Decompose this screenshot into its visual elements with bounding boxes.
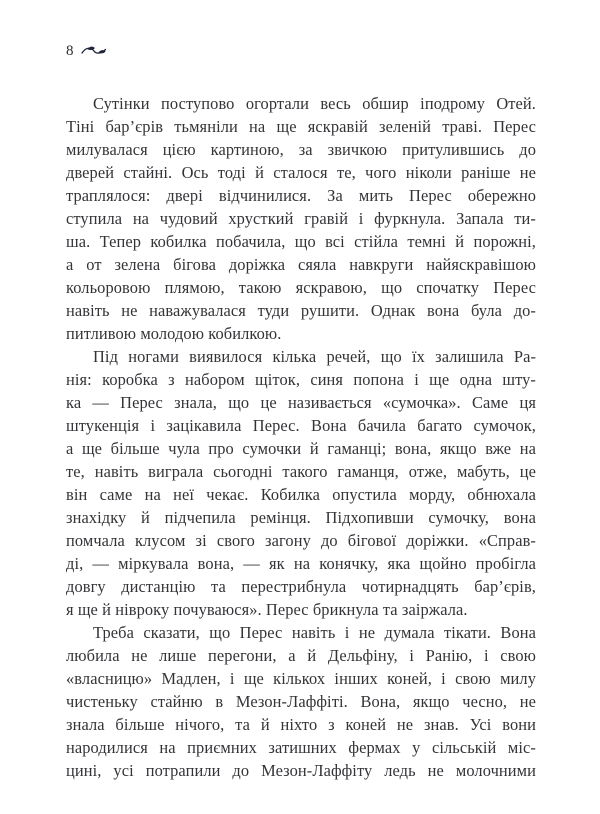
text-line: «власницю» Мадлен, і ще кількох інших коней, і свою милу	[66, 669, 536, 688]
text-line: навіть не наважувалася туди рушити. Однак вона була до-	[66, 301, 536, 320]
fleuron-icon	[81, 45, 107, 57]
text-line: траплялося: двері відчинилися. За мить Перес обережно	[66, 186, 536, 205]
text-line: те, навіть виграла сьогодні такого гаманця, отже, мабуть, це	[66, 462, 536, 481]
text-line: я ще й нівроку почуваюся». Перес брикнула та заіржала.	[66, 600, 468, 619]
text-line: ка — Перес знала, що це називається «сумочка». Саме ця	[66, 393, 536, 412]
text-line: знала більше нічого, та й ніхто з коней не знав. Усі вони	[66, 715, 536, 734]
text-line: милувалася цією картиною, за звичкою притулившись до	[66, 140, 536, 159]
paragraph	[66, 345, 536, 621]
text-line: цині, усі потрапили до Мезон-Лаффіту ледь не молочними	[66, 761, 536, 780]
text-line: чистеньку стайню в Мезон-Лаффіті. Вона, якщо чесно, не	[66, 692, 536, 711]
text-line: знахідку й підчепила ремінця. Підхопивши сумочку, вона	[66, 508, 536, 527]
text-line: а ще більше чула про сумочки й гаманці; вона, якщо вже на	[66, 439, 536, 458]
text-line: а от зелена бігова доріжка сяяла навкруги найяскравішою	[66, 255, 536, 274]
text-line: він саме на неї чекає. Кобилка опустила морду, обнюхала	[66, 485, 536, 504]
text-line: любила не лише перегони, а й Дельфіну, і Ранію, і свою	[66, 646, 536, 665]
text-line: штукенція і зацікавила Перес. Вона бачила багато сумочок,	[66, 416, 536, 435]
text-line: Сутінки поступово огортали весь обшир іподрому Отей.	[93, 94, 536, 113]
text-line: народилися на приємних затишних фермах у сільській міс-	[66, 738, 536, 757]
text-line: ступила на чудовий хрусткий гравій і фуркнула. Запала ти-	[66, 209, 536, 228]
text-line: дверей стайні. Ось тоді й сталося те, чого ніколи раніше не	[66, 163, 536, 182]
page-header	[66, 42, 536, 60]
text-block	[66, 92, 536, 782]
text-line: помчала клусом зі свого загону до бігової доріжки. «Справ-	[66, 531, 536, 550]
text-line: Тіні бар’єрів тьмяніли на ще яскравій зеленій траві. Перес	[66, 117, 536, 136]
text-line: Під ногами виявилося кілька речей, що їх залишила Ра-	[93, 347, 536, 366]
page-number: 8	[66, 42, 74, 59]
text-line: Треба сказати, що Перес навіть і не думала тікати. Вона	[93, 623, 536, 642]
paragraph	[66, 92, 536, 345]
text-line: ша. Тепер кобилка побачила, що всі стійла темні й порожні,	[66, 232, 536, 251]
text-line: нія: коробка з набором щіток, синя попона і ще одна шту-	[66, 370, 536, 389]
text-line: питливою молодою кобилкою.	[66, 324, 282, 343]
text-line: довгу дистанцію та перестрибнула чотирнадцять бар’єрів,	[66, 577, 536, 596]
text-line: кольоровою плямою, такою яскравою, що спочатку Перес	[66, 278, 536, 297]
text-line: ді, — міркувала вона, — як на конячку, яка щойно пробігла	[66, 554, 536, 573]
paragraph	[66, 621, 536, 782]
